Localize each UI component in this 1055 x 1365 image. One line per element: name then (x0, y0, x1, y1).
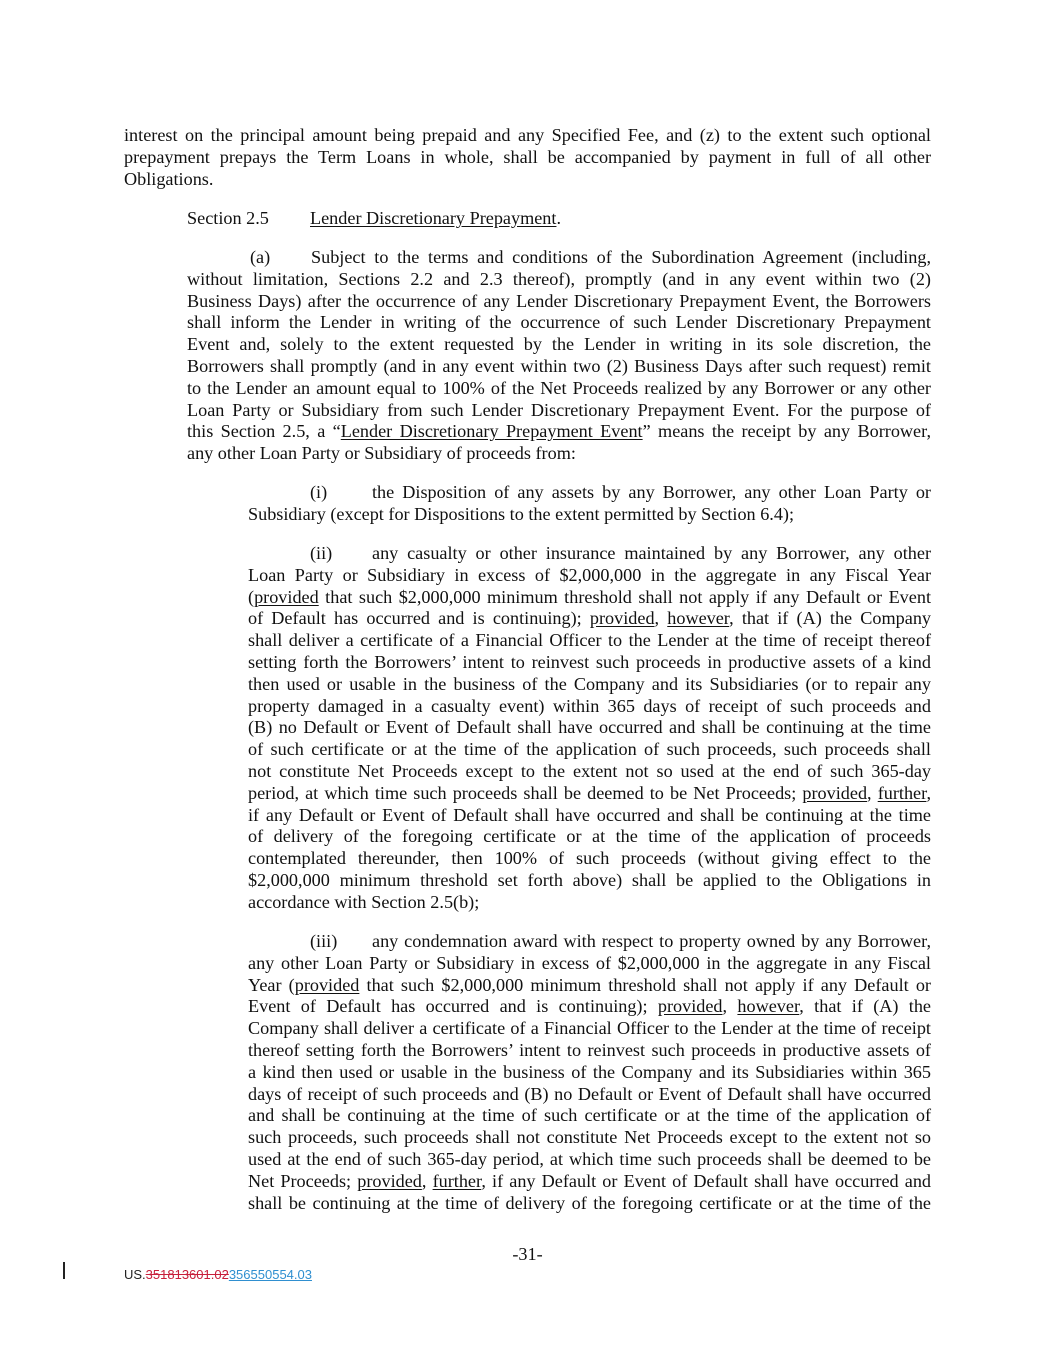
text-line: setting forth the Borrowers’ intent to reinvest such proceeds in productive assets of a kind (248, 651, 931, 672)
clause-label: (i) (310, 482, 328, 502)
clause-label: (iii) (310, 931, 338, 951)
text-line: accordance with Section 2.5(b); (248, 891, 480, 912)
text-line: prepayment prepays the Term Loans in whole, shall be accompanied by payment in full of all other (124, 146, 931, 167)
text-line: shall inform the Lender in writing of the occurrence of such Lender Discretionary Prepayment (187, 312, 931, 333)
text-line: any other Loan Party or Subsidiary of proceeds from: (187, 443, 576, 464)
text-line: (provided that such $2,000,000 minimum threshold shall not apply if any Default or Event (248, 586, 931, 607)
text-line: (i) the Disposition of any assets by any Borrower, any other Loan Party or (310, 482, 931, 502)
text-line: Net Proceeds; provided, further, if any Default or Event of Default shall have occurred and (248, 1170, 932, 1191)
text-line: Event of Default has occurred and is continuing); provided, however, that if (A) the (248, 996, 931, 1017)
text-line: contemplated thereunder, then 100% of such proceeds (without giving effect to the (248, 848, 931, 869)
clause-label: (ii) (310, 543, 333, 563)
text-line: (iii) any condemnation award with respect to property owned by any Borrower, (310, 931, 931, 951)
paragraph-a (187, 247, 931, 465)
page-number: -31- (512, 1244, 543, 1264)
doc-id-deleted: 351813601.02 (145, 1267, 229, 1282)
text-line: property damaged in a casualty event) within 365 days of receipt of such proceeds and (248, 695, 931, 716)
text-line: interest on the principal amount being prepaid and any Specified Fee, and (z) to the extent such optional (124, 125, 931, 145)
text-line: to the Lender an amount equal to 100% of the Net Proceeds realized by any Borrower or any other (187, 377, 931, 398)
text-line: of such certificate or at the time of the application of such proceeds, such proceeds shall (248, 739, 931, 760)
revision-change-bar (63, 1262, 65, 1279)
text-line: and shall be continuing at the time of such certificate or at the time of the application of (248, 1105, 931, 1126)
text-line: of Default has occurred and is continuing); provided, however, that if (A) the Company (248, 608, 932, 629)
text-line: $2,000,000 minimum threshold set forth above) shall be applied to the Obligations in (248, 869, 931, 890)
clause-iii (248, 931, 931, 1214)
section-number: Section 2.5 (187, 208, 269, 228)
text-line: this Section 2.5, a “Lender Discretionary Prepayment Event” means the receipt by any Borrower, (187, 421, 931, 442)
text-line: a kind then used or usable in the business of the Company and its Subsidiaries within 365 (248, 1061, 931, 1082)
clause-i (248, 482, 931, 526)
doc-id-prefix: US. (124, 1267, 146, 1282)
text-line: Loan Party or Subsidiary from such Lender Discretionary Prepayment Event. For the purpose of (187, 399, 931, 420)
text-line: period, at which time such proceeds shall be deemed to be Net Proceeds; provided, further, (248, 782, 931, 803)
text-line: shall deliver a certificate of a Financial Officer to the Lender at the time of receipt thereof (248, 630, 931, 651)
text-line: such proceeds, such proceeds shall not constitute Net Proceeds except to the extent not so (248, 1127, 931, 1148)
section-title: Lender Discretionary Prepayment (310, 208, 557, 228)
text-line: without limitation, Sections 2.2 and 2.3 thereof), promptly (and in any event within two (2) (187, 268, 931, 289)
text-line: Loan Party or Subsidiary in excess of $2,000,000 in the aggregate in any Fiscal Year (248, 564, 931, 585)
continued-paragraph (124, 125, 931, 190)
text-line: Subsidiary (except for Dispositions to the extent permitted by Section 6.4); (248, 503, 795, 524)
clause-ii (248, 543, 931, 914)
text-line: Business Days) after the occurrence of any Lender Discretionary Prepayment Event, the Borrowers (187, 290, 931, 311)
text-line: Company shall deliver a certificate of a Financial Officer to the Lender at the time of receipt (248, 1018, 931, 1039)
text-line: shall be continuing at the time of delivery of the foregoing certificate or at the time of the (248, 1192, 931, 1213)
text-line: if any Default or Event of Default shall have occurred and shall be continuing at the time (248, 804, 931, 825)
text-line: any other Loan Party or Subsidiary in excess of $2,000,000 in the aggregate in any Fiscal (248, 952, 931, 973)
doc-id-inserted: 356550554.03 (228, 1267, 312, 1282)
text-line: Event and, solely to the extent requested by the Lender in writing in its sole discretion, the (187, 334, 931, 355)
section-heading (187, 208, 561, 230)
text-line: Borrowers shall promptly (and in any event within two (2) Business Days after such request) remit (187, 355, 931, 376)
text-line: not constitute Net Proceeds except to the extent not so used at the end of such 365-day (248, 760, 931, 781)
text-line: of delivery of the foregoing certificate or at the time of the application of proceeds (248, 826, 931, 847)
text-line: then used or usable in the business of the Company and its Subsidiaries (or to repair any (248, 673, 931, 694)
text-line: used at the end of such 365-day period, at which time such proceeds shall be deemed to be (248, 1148, 931, 1169)
defined-term: Lender Discretionary Prepayment Event (340, 421, 643, 442)
text-line: days of receipt of such proceeds and (B) no Default or Event of Default shall have occurred (248, 1083, 931, 1104)
text-line: (B) no Default or Event of Default shall have occurred and shall be continuing at the time (248, 717, 931, 738)
text-line: thereof setting forth the Borrowers’ intent to reinvest such proceeds in productive assets of (248, 1039, 931, 1060)
text-line: Year (provided that such $2,000,000 minimum threshold shall not apply if any Default or (248, 974, 931, 995)
section-title-period: . (556, 208, 561, 228)
text-line: (a) Subject to the terms and conditions of the Subordination Agreement (including, (250, 247, 931, 267)
text-line: (ii) any casualty or other insurance maintained by any Borrower, any other (310, 543, 931, 563)
document-id-footer (124, 1264, 312, 1286)
text-line: Obligations. (124, 168, 214, 189)
paragraph-label: (a) (250, 247, 271, 267)
